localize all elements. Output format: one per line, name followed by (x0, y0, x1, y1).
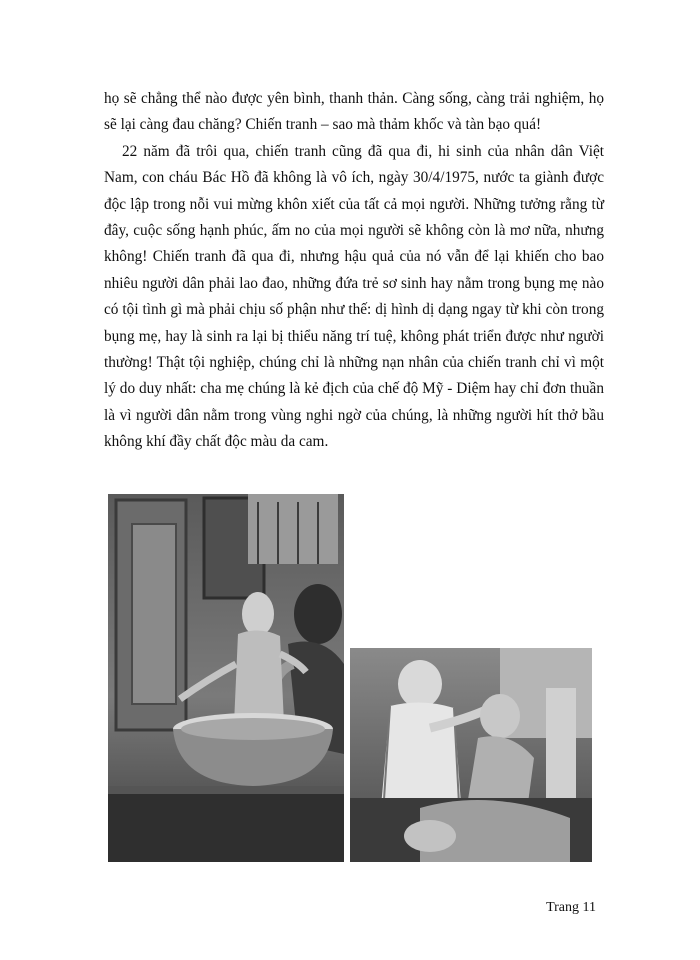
photo-child-bathing (108, 494, 344, 862)
body-text (104, 86, 604, 456)
page-number: Trang 11 (546, 900, 596, 915)
paragraph-continuation: họ sẽ chẳng thể nào được yên bình, thanh thản. Càng sống, càng trải nghiệm, họ sẽ lại càng đau chăng? Chiến tranh – sao mà thảm khốc và tàn bạo quá! (104, 90, 604, 134)
photo-icon (350, 648, 592, 862)
paragraph-main: 22 năm đã trôi qua, chiến tranh cũng đã qua đi, hi sinh của nhân dân Việt Nam, con cháu Bác Hồ đã không là vô ích, ngày 30/4/1975, nước ta giành được độc lập trong nỗi vui mừng khôn xiết của tất cả mọi người. Những tưởng rằng từ đây, cuộc sống hạnh phúc, ấm no của mọi người sẽ không còn là mơ nữa, nhưng không! Chiến tranh đã qua đi, nhưng hậu quả của nó vẫn để lại khiến cho bao nhiêu người dân phải lao đao, những đứa trẻ sơ sinh hay nằm trong bụng mẹ nào có tội tình gì mà phải chịu số phận như thế: dị hình dị dạng ngay từ khi còn trong bụng mẹ, hay là sinh ra lại bị thiểu năng trí tuệ, không phát triển được như người thường! Thật tội nghiệp, chúng chỉ là những nạn nhân của chiến tranh chỉ vì một lý do duy nhất: cha mẹ chúng là kẻ địch của chế độ Mỹ - Diệm hay chỉ đơn thuần là vì người dân nằm trong vùng nghi ngờ của chúng, là những người hít thở bầu không khí đầy chất độc màu da cam. (104, 142, 604, 451)
photo-icon (108, 494, 344, 862)
photo-nurse-caring (350, 648, 592, 862)
